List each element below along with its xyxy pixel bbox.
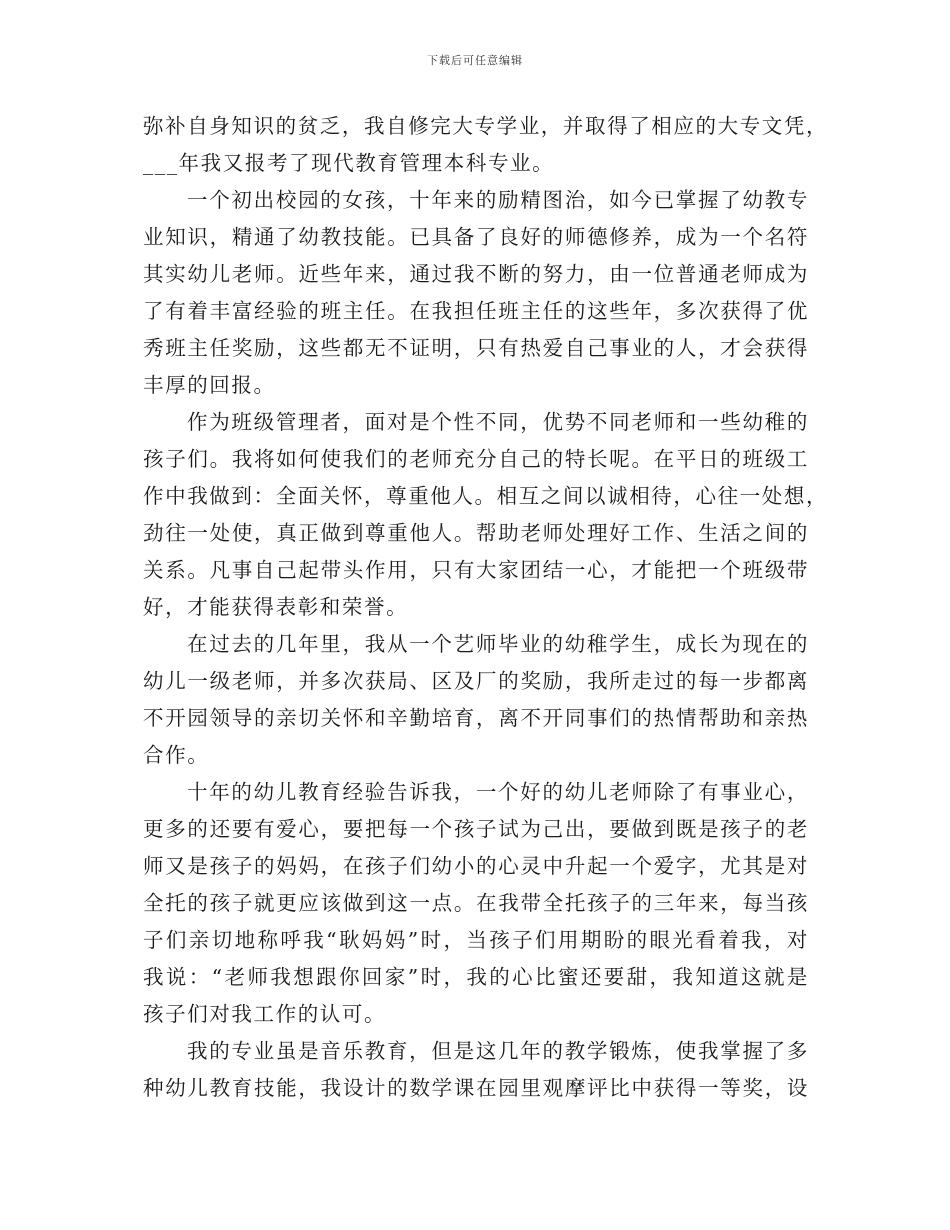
text-line: 师又是孩子的妈妈，在孩子们幼小的心灵中升起一个爱字，尤其是对 (143, 854, 809, 878)
text-line: 合作。 (143, 743, 210, 767)
text-line: 我说：“老师我想跟你回家”时，我的心比蜜还要甜，我知道这就是 (143, 965, 809, 989)
text-line: 作中我做到：全面关怀，尊重他人。相互之间以诚相待，心往一处想， (143, 484, 829, 508)
text-line: 一个初出校园的女孩，十年来的励精图治，如今已掌握了幼教专 (187, 188, 809, 212)
document-body (143, 108, 829, 1107)
text-line: 业知识，精通了幼教技能。已具备了良好的师德修养，成为一个名符 (143, 225, 809, 249)
text-line: 丰厚的回报。 (143, 373, 276, 397)
text-line: 好，才能获得表彰和荣誉。 (143, 595, 409, 619)
paragraph (143, 182, 809, 404)
text-line: 种幼儿教育技能，我设计的数学课在园里观摩评比中获得一等奖，设 (143, 1076, 809, 1100)
paragraph (143, 1033, 809, 1107)
text-line: 秀班主任奖励，这些都无不证明，只有热爱自己事业的人，才会获得 (143, 336, 809, 360)
text-line: 劲往一处使，真正做到尊重他人。帮助老师处理好工作、生活之间的 (143, 521, 809, 545)
paragraph (143, 774, 809, 1033)
text-line: 作为班级管理者，面对是个性不同，优势不同老师和一些幼稚的 (187, 410, 809, 434)
text-line: 孩子们。我将如何使我们的老师充分自己的特长呢。在平日的班级工 (143, 447, 809, 471)
text-line: 了有着丰富经验的班主任。在我担任班主任的这些年，多次获得了优 (143, 299, 809, 323)
text-line: 其实幼儿老师。近些年来，通过我不断的努力，由一位普通老师成为 (143, 262, 809, 286)
text-line: 幼儿一级老师，并多次获局、区及厂的奖励，我所走过的每一步都离 (143, 669, 809, 693)
text-line: 在过去的几年里，我从一个艺师毕业的幼稚学生，成长为现在的 (187, 632, 809, 656)
text-line: 我的专业虽是音乐教育，但是这几年的教学锻炼，使我掌握了多 (187, 1039, 809, 1063)
text-line: 孩子们对我工作的认可。 (143, 1002, 387, 1026)
text-line: 子们亲切地称呼我“耿妈妈”时，当孩子们用期盼的眼光看着我，对 (143, 928, 809, 952)
text-line: 弥补自身知识的贫乏，我自修完大专学业，并取得了相应的大专文凭， (143, 114, 829, 138)
paragraph (143, 108, 829, 182)
paragraph (143, 404, 829, 626)
page-header: 下载后可任意编辑 (427, 54, 523, 67)
text-line: 更多的还要有爱心，要把每一个孩子试为己出，要做到既是孩子的老 (143, 817, 809, 841)
text-line: 十年的幼儿教育经验告诉我，一个好的幼儿老师除了有事业心， (187, 780, 809, 804)
paragraph (143, 626, 809, 774)
text-line: ___年我又报考了现代教育管理本科专业。 (143, 151, 555, 175)
text-line: 全托的孩子就更应该做到这一点。在我带全托孩子的三年来，每当孩 (143, 891, 809, 915)
text-line: 不开园领导的亲切关怀和辛勤培育，离不开同事们的热情帮助和亲热 (143, 706, 809, 730)
text-line: 关系。凡事自己起带头作用，只有大家团结一心，才能把一个班级带 (143, 558, 809, 582)
